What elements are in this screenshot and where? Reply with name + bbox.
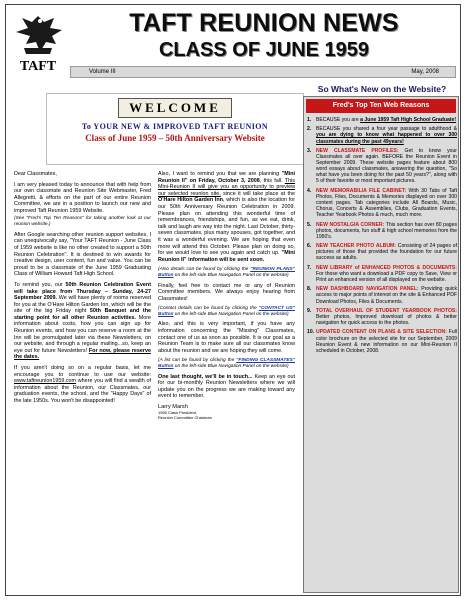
sidebar-title: Fred's Top Ten Web Reasons (306, 99, 456, 113)
reason-item (307, 286, 457, 304)
article-column-1 (14, 171, 151, 409)
paragraph: Also, I want to remind you that we are planning "Mini Reunion II" on Friday, October 3, 2008, this fall. This Mini-Reunion II will give you an opportunity to preview our selected reunion site, since it will take place at the O'Hare Hilton Garden Inn, which is also the location for our 50th Anniversary Reunion Celebration in 2009. Please plan on attending this wonderful time of remembrances, friendships, and fun, as we eat, drink, talk and laugh are way into the night. Last October, thirty-seven classmates, plus many spouses, got together, and it was a wonderful evening. We are hoping that even more will attend this October. Please plan on doing so, for we would love to see you again and catch up. "Mini Reunion II" information will be sent soon. (158, 171, 295, 263)
paragraph-note: (See "Fred's Top Ten Reasons" for taking another look at our reunion website.) (14, 215, 151, 228)
paragraph: If you aren't doing so on a regular basis, let me encourage you to continue to use our website: www.taftreunion1959.com where you will find a wealth of information about the Reunion, our Classmates, our graduation events, the school, and the "Happy Days" of the late 1950s. You won't be disappointed! (14, 365, 151, 404)
reason-item (307, 243, 457, 261)
top-ten-sidebar (303, 96, 459, 593)
reason-text: UPDATED CONTENT ON PLANS & SITE SELECTION: Full color brochure on the selected site for our September, 2009 Reunion Event & new information on our Mini-Reunion II scheduled in October, 2008. (316, 329, 457, 354)
reason-number: 1. (307, 117, 312, 123)
reason-number: 3. (307, 147, 312, 154)
reason-item (307, 329, 457, 353)
reason-number: 7. (307, 264, 312, 271)
newsletter-title: TAFT REUNION NEWS (129, 9, 399, 37)
reason-item (307, 265, 457, 283)
signature-block (158, 404, 295, 421)
taft-eagle-logo-icon (10, 8, 66, 76)
reason-item (307, 308, 457, 326)
website-link[interactable]: www.taftreunion1959.com (14, 378, 77, 385)
signature-role: Reunion Committee Chairman (158, 414, 212, 420)
reason-number: 6. (307, 243, 312, 250)
paragraph: Finally, feel free to contact me or any of Reunion Committee members. We always enjoy hearing from Classmates! (158, 282, 295, 302)
reason-text: BECAUSE you shared a four year passage to adulthood & you are dying to know what happened to over 300 classmates during the past 49years! (316, 126, 457, 145)
reason-item (307, 117, 457, 123)
reasons-list (307, 117, 457, 357)
signature-name: Larry Marsh (158, 404, 188, 410)
paragraph: I am very pleased today to announce that with help from our own classmate and Reunion Site Webmaster, Fred Allegretti, & efforts on the part of our entire Reunion Committee, we are in a position to launch our new and improved Taft Reunion 1959 Website. (See "Fred's Top Ten Reasons" for taking another look at our reunion website.) (14, 181, 151, 228)
reason-number: 10. (307, 329, 315, 336)
signature-title: 1959 Class President, (158, 410, 198, 415)
reason-number: 4. (307, 187, 312, 194)
masthead (10, 8, 457, 80)
reason-number: 5. (307, 221, 312, 228)
paragraph: To remind you, our 50th Reunion Celebration Event will take place from Thursday – Sunday, 24-27 September 2009. We will have plenty of rooms reserved for you at the O'Hare Hilton Garden Inn, which will be the site of the big Friday night 50th Banquet and the starting point for all other Reunion activities. More information about costs, how you can sign up for Reunion events, and how you can reserve a room at the Inn will be promulgated later via these Newsletters, on our website, and through a regular mailing...so, keep an eye out for future Newsletters! For now, please reserve the dates. (14, 281, 152, 361)
reason-item (307, 188, 457, 218)
paragraph-note: (Contact details can be found by clicking the "CONTACT US" Button on the left-side Blue Navigation Panel on the website) (158, 306, 295, 317)
salutation: Dear Classmates, (14, 171, 57, 177)
issue-date: May, 2008 (411, 69, 439, 75)
welcome-banner (46, 93, 304, 165)
newsletter-subtitle: CLASS OF JUNE 1959 (158, 39, 370, 61)
contact-us-link[interactable]: "CONTACT US" Button (158, 306, 295, 317)
reason-number: 2. (307, 126, 312, 133)
reason-text: NEW LIBRARY of ENHANCED PHOTOS & DOCUMENTS: For those who want a download a PDF copy to Save, View or Print an enhanced version of all displayed on the website. (316, 264, 457, 283)
reason-text: TOTAL OVERHAUL OF STUDENT YEARBOOK PHOTOS: Better photos, Improved download of photos & better navigation for quick access to the photos. (316, 307, 457, 327)
paragraph-note: (Also details can be found by clicking the "REUNION PLANS" Button on the left-side Blue Navigation Panel on the website) (158, 267, 295, 278)
paragraph: After Google searching other reunion support websites, I can unequivocally say, "Your TAFT Reunion - June Class of 1959 website is like no other created to support a 50th Reunion Celebration". It is destined to win awards for creative design, user content, fun and value. You can be proud to be a classmate of the June 1959 Graduating Class of William Howard Taft High School. (14, 231, 151, 278)
sidebar-heading: So What's New on the Website? (317, 84, 447, 94)
reason-number: 8. (307, 286, 312, 293)
finding-classmates-link[interactable]: "FINDING CLASSMATES" Button (158, 358, 295, 370)
reason-text: NEW DASHBOARD NAVIGATION PANEL: Providing quick access to major points of interest on the site & Enhanced PDF Download Photos, Files & Documents. (316, 286, 457, 305)
welcome-subline: To YOUR NEW & IMPROVED TAFT REUNION (81, 122, 269, 131)
reason-text: NEW TEACHER PHOTO ALBUM: Consisting of 24 pages of pictures of those that provided the foundation for our future success as adults. (316, 243, 457, 262)
paragraph: Also, and this is very important, if you have any information concerning the "Missing" Classmates, contact one of us as soon as possible. It is our goal as a Reunion Team is to make sure all our classmates know about the reunion and we are hoping they will come. (158, 321, 295, 354)
reason-number: 9. (307, 307, 312, 314)
reason-text: NEW CLASSMATE PROFILES: Get to know your Classmates all over again. BEFORE the Reunion Event in September 2009. These website pages feature about 800 word essays about classmates, answering the question, "So what have you been doing for the past 50 years?", along with 5 of their favorite or most important pictures. (316, 147, 458, 185)
paragraph-note: (A list can be found by clicking the "FINDING CLASSMATES" Button on the left-side Blue Navigation Panel on the website) (158, 358, 295, 370)
reason-item (307, 126, 457, 144)
volume-label: Volume III (89, 69, 116, 75)
reason-text: NEW NOSTALGIA CORNER: This section has over 80 pages photos, documents, fun stuff & high school memories from the 1950's. (316, 221, 457, 240)
reason-text: NEW MEMORABILIA FILE CABINET: With 30 Tabs of Taft Photos, Files, Documents & Memories displayed on over 300 content pages. Tab categories include All Boards, Music, Chorus, Concerts & Assemblies, Clubs, Graduation Events, Teacher Yearbook Photos & much, much more. (316, 187, 457, 219)
logo-text: TAFT (19, 59, 57, 74)
paragraph: One last thought, we'll be in touch... Keep an eye out for our bi-monthly Reunion Newsletters where we will update you on the progress we are making toward any event to remember. (158, 373, 296, 400)
reunion-plans-link[interactable]: "REUNION PLANS" Button (158, 267, 295, 278)
welcome-class-line: Class of June 1959 – 50th Anniversary Website (85, 133, 265, 143)
welcome-heading: WELCOME (118, 98, 232, 118)
reason-item (307, 222, 457, 240)
article-column-2 (158, 171, 295, 421)
issue-info-bar (70, 66, 456, 78)
reason-text: BECAUSE you are a June 1959 Taft High School Graduate! (316, 117, 457, 123)
reason-item (307, 148, 457, 185)
newsletter-page (5, 4, 461, 596)
